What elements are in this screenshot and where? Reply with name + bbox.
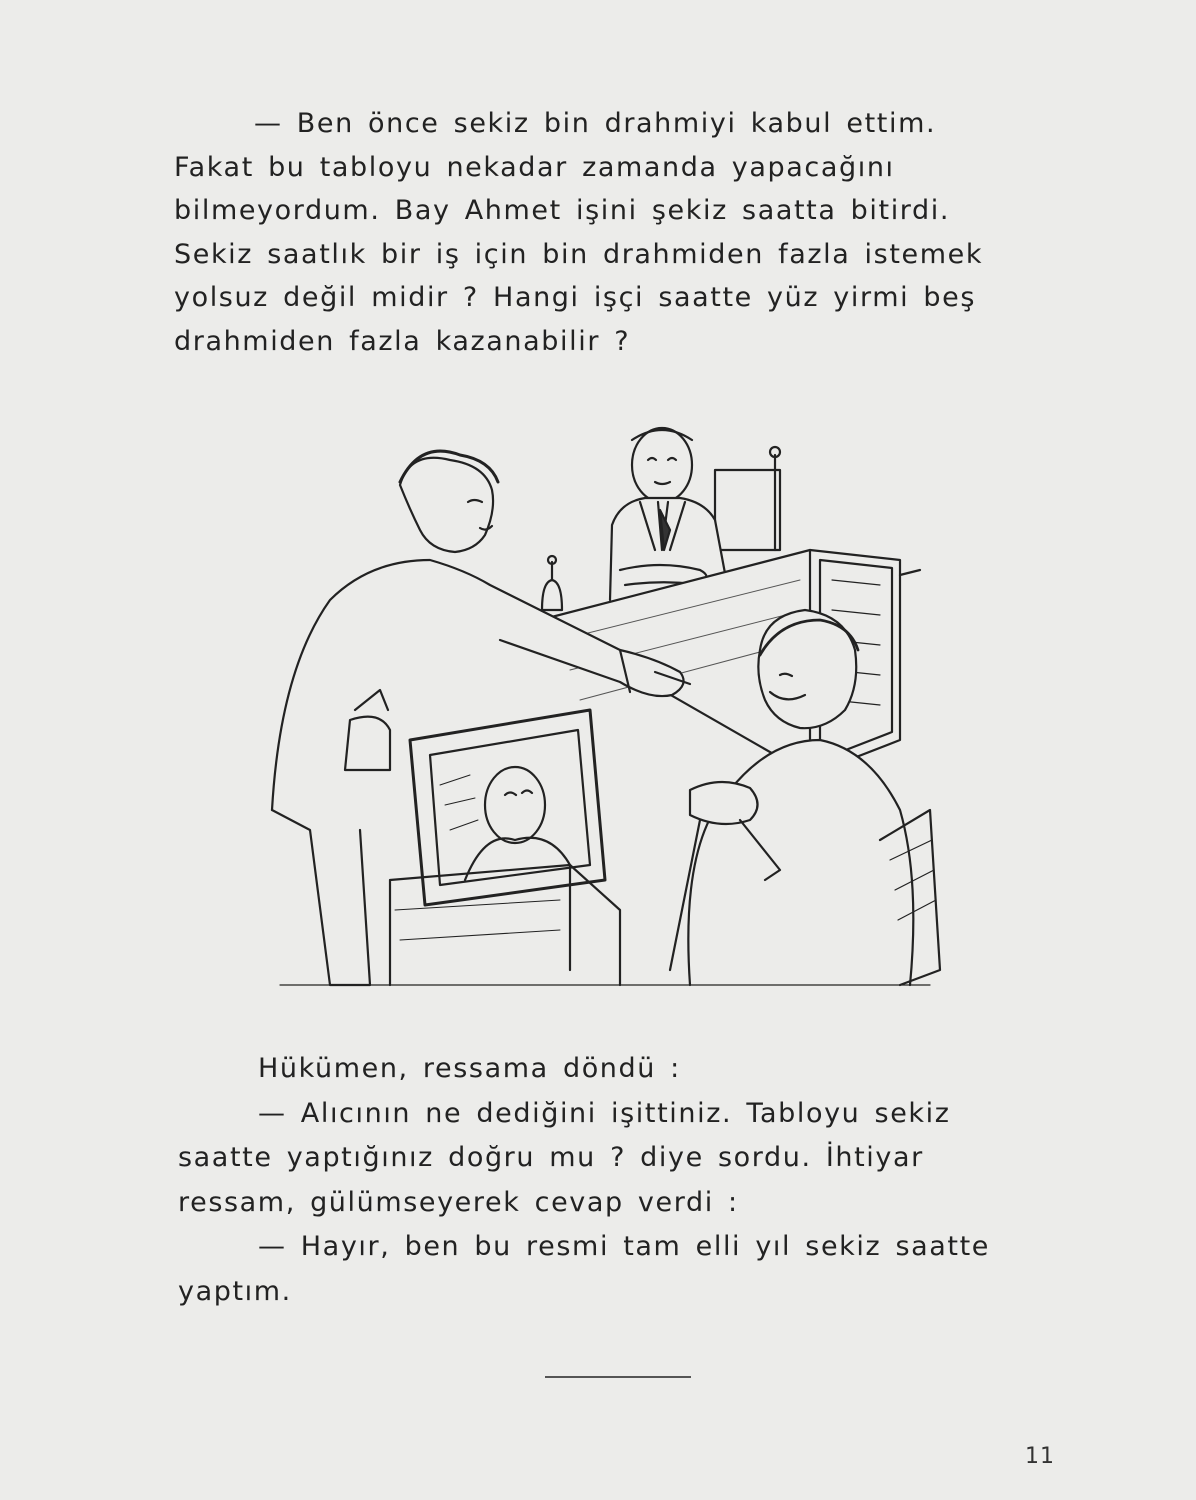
text-line: Hükümen, ressama döndü :: [258, 1053, 681, 1084]
text-line: saatte yaptığınız doğru mu ? diye sordu. İhtiyar: [178, 1142, 924, 1173]
text-line: Sekiz saatlık bir iş için bin drahmiden fazla istemek: [174, 238, 984, 270]
text-line: yaptım.: [178, 1275, 292, 1307]
judge-chair: [715, 447, 780, 550]
courtroom-illustration: [260, 410, 950, 990]
opening-paragraph: [174, 102, 1034, 363]
text-line: bilmeyordum. Bay Ahmet işini şekiz saatta bitirdi.: [174, 195, 951, 226]
closing-paragraph: [178, 1047, 1038, 1314]
text-line: drahmiden fazla kazanabilir ?: [174, 325, 631, 357]
text-line: yolsuz değil midir ? Hangi işçi saatte yüz yirmi beş: [174, 282, 977, 313]
text-line: — Alıcının ne dediğini işittiniz. Tabloyu sekiz: [258, 1097, 951, 1129]
text-line: — Ben önce sekiz bin drahmiyi kabul ettim.: [254, 108, 937, 139]
text-line: ressam, gülümseyerek cevap verdi :: [178, 1186, 739, 1218]
text-line: Fakat bu tabloyu nekadar zamanda yapacağını: [174, 151, 895, 183]
desk-bell: [542, 556, 562, 610]
section-divider: [545, 1376, 691, 1378]
page-number: 11: [1025, 1444, 1055, 1469]
text-line: — Hayır, ben bu resmi tam elli yıl sekiz saatte: [258, 1231, 991, 1262]
judge-figure: [610, 428, 730, 600]
